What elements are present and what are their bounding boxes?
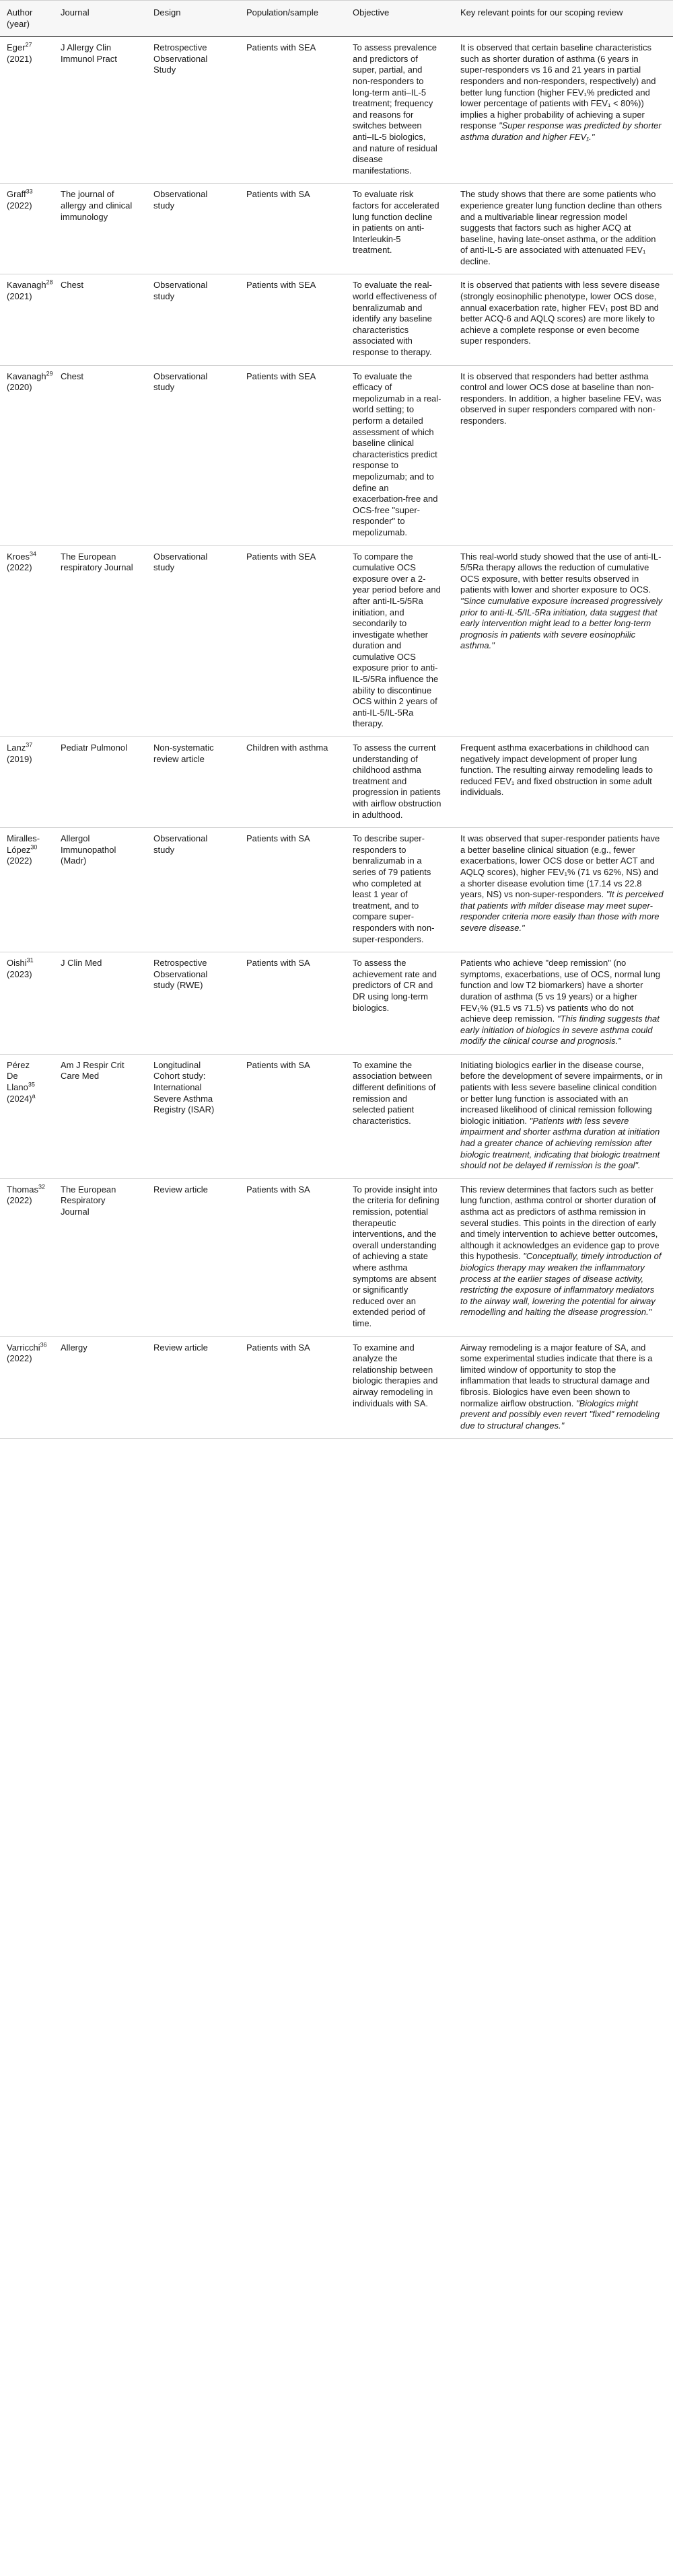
population-cell: Children with asthma bbox=[237, 737, 343, 828]
author-name: Lanz bbox=[7, 743, 26, 753]
points-text: It is observed that responders had better asthma control and lower OCS dose at baseline than non-responders. In addition, a higher baseline FEV₁ was observed in super responders compared with non-responders. bbox=[460, 371, 662, 426]
author-year: (2022) bbox=[7, 1195, 32, 1206]
population-cell: Patients with SA bbox=[237, 828, 343, 952]
header-population: Population/sample bbox=[237, 1, 343, 37]
population-cell: Patients with SEA bbox=[237, 274, 343, 365]
author-name: Thomas bbox=[7, 1184, 38, 1195]
table-row bbox=[0, 37, 673, 184]
journal-cell: Chest bbox=[51, 274, 144, 365]
reference-number: 27 bbox=[25, 41, 32, 48]
points-cell bbox=[451, 274, 673, 365]
table-body bbox=[0, 37, 673, 1439]
points-cell bbox=[451, 365, 673, 545]
reference-number: 31 bbox=[26, 956, 34, 964]
reference-number: 33 bbox=[26, 188, 33, 195]
objective-cell: To provide insight into the criteria for defining remission, potential therapeutic interventions, and the overall understanding of achieving a state where asthma symptoms are absent or significantly reduced over an extended period of time. bbox=[343, 1178, 451, 1336]
objective-cell: To assess the achievement rate and predictors of CR and DR using long-term biologics. bbox=[343, 952, 451, 1055]
author-cell bbox=[0, 545, 51, 737]
header-objective: Objective bbox=[343, 1, 451, 37]
journal-cell: Pediatr Pulmonol bbox=[51, 737, 144, 828]
author-cell bbox=[0, 37, 51, 184]
header-design: Design bbox=[144, 1, 237, 37]
reference-number: 34 bbox=[29, 550, 36, 558]
table-row bbox=[0, 184, 673, 274]
points-quote: "Biologics might prevent and possibly even revert "fixed" remodeling due to structural changes." bbox=[460, 1398, 660, 1431]
points-quote: "It is perceived that patients with milder disease may meet super-responder criteria more easily than those with more severe disease." bbox=[460, 889, 664, 933]
objective-cell: To assess the current understanding of childhood asthma treatment and progression in patients with airflow obstruction in adulthood. bbox=[343, 737, 451, 828]
reference-number: 30 bbox=[30, 843, 38, 851]
points-cell bbox=[451, 828, 673, 952]
reference-number: 29 bbox=[46, 370, 53, 377]
header-author: Author (year) bbox=[0, 1, 51, 37]
points-text: This review determines that factors such as better lung function, asthma control or shorter duration of asthma act as predictors of asthma remission in several studies. This points in the direction of early and timely intervention to achieve better outcomes, although it acknowledges an evidence gap to prove this hypothesis. bbox=[460, 1184, 660, 1262]
population-cell: Patients with SEA bbox=[237, 365, 343, 545]
points-cell bbox=[451, 37, 673, 184]
design-cell: Observational study bbox=[144, 365, 237, 545]
table-row bbox=[0, 545, 673, 737]
points-quote: "Conceptually, timely introduction of biologics therapy may weaken the inflammatory process at the earlier stages of disease activity, restricting the exposure of inflammatory mediators to the airway wall, lowering the potential for airway remodelling and halting the disease progression." bbox=[460, 1251, 662, 1318]
population-cell: Patients with SA bbox=[237, 1178, 343, 1336]
author-name: Graff bbox=[7, 189, 26, 200]
author-cell bbox=[0, 737, 51, 828]
points-text: Patients who achieve "deep remission" (no symptoms, exacerbations, use of OCS, normal lung function and low T2 biomarkers) have a shorter duration of asthma (5 vs 19 years) or a higher FEV₁% (91.5 vs 71.5) vs patients who do not achieve deep remission. bbox=[460, 958, 660, 1024]
points-text: The study shows that there are some patients who experience greater lung function decline than others and a multivariable linear regression model suggests that factors such as higher ACQ at baseline, having late-onset asthma, or the addition of anti-IL-5 are associated with attenuated FEV₁ decline. bbox=[460, 189, 662, 266]
author-cell bbox=[0, 1178, 51, 1336]
author-year: (2022) bbox=[7, 562, 32, 573]
reference-number: 32 bbox=[38, 1183, 45, 1190]
author-name: Kroes bbox=[7, 551, 30, 562]
design-cell: Retrospective Observational Study bbox=[144, 37, 237, 184]
reference-number: 36 bbox=[40, 1341, 47, 1349]
points-text: Airway remodeling is a major feature of SA, and some experimental studies indicate that there is a limited window of opportunity to stop the inflammation that leads to structural damage and fibrosis. Biologics have even been shown to normalize airflow obstruction. bbox=[460, 1342, 653, 1408]
author-name: Pérez De Llano bbox=[7, 1059, 30, 1093]
table-row bbox=[0, 1336, 673, 1439]
journal-cell: The European Respiratory Journal bbox=[51, 1178, 144, 1336]
journal-cell: Allergol Immunopathol (Madr) bbox=[51, 828, 144, 952]
author-name: Kavanagh bbox=[7, 371, 46, 381]
table-row bbox=[0, 1054, 673, 1178]
header-points: Key relevant points for our scoping review bbox=[451, 1, 673, 37]
design-cell: Review article bbox=[144, 1336, 237, 1439]
objective-cell: To examine the association between different definitions of remission and selected patient characteristics. bbox=[343, 1054, 451, 1178]
author-year: (2022) bbox=[7, 200, 32, 211]
author-cell bbox=[0, 1054, 51, 1178]
author-year: (2023) bbox=[7, 969, 32, 979]
author-cell bbox=[0, 1336, 51, 1439]
journal-cell: Allergy bbox=[51, 1336, 144, 1439]
author-name: Kavanagh bbox=[7, 280, 46, 291]
points-cell bbox=[451, 1054, 673, 1178]
points-quote: "This finding suggests that early initiation of biologics in severe asthma could modify the clinical course and prognosis." bbox=[460, 1014, 660, 1047]
design-cell: Observational study bbox=[144, 274, 237, 365]
author-name: Miralles-López bbox=[7, 833, 40, 855]
author-cell bbox=[0, 828, 51, 952]
table-row bbox=[0, 828, 673, 952]
design-cell: Observational study bbox=[144, 184, 237, 274]
objective-cell: To evaluate risk factors for accelerated lung function decline in patients on anti-Interleukin-5 treatment. bbox=[343, 184, 451, 274]
points-quote: "Super response was predicted by shorter asthma duration and higher FEV₁." bbox=[460, 120, 662, 142]
author-year: (2019) bbox=[7, 753, 32, 764]
footnote-mark: a bbox=[32, 1092, 36, 1100]
author-cell bbox=[0, 274, 51, 365]
table-row bbox=[0, 365, 673, 545]
points-text: It was observed that super-responder patients have a better baseline clinical situation (e.g., fewer exacerbations, lower OCS dose or better ACT and AQLQ scores), higher FEV₁% (71 vs 62%, NS) and a shorter disease evolution time (17.14 vs 22.8 years, NS) vs non-super-responders. bbox=[460, 833, 660, 900]
objective-cell: To evaluate the efficacy of mepolizumab in a real-world setting; to perform a detailed assessment of which baseline clinical characteristics predict response to mepolizumab; and to define an exacerbation-free and OCS-free "super-responder" to mepolizumab. bbox=[343, 365, 451, 545]
points-cell bbox=[451, 952, 673, 1055]
objective-cell: To compare the cumulative OCS exposure over a 2-year period before and after anti-IL-5/5Ra initiation, and secondarily to investigate whether duration and cumulative OCS exposure prior to anti-IL-5/5Ra influence the ability to discontinue OCS within 2 years of anti-IL-5/IL-5Ra therapy. bbox=[343, 545, 451, 737]
points-quote: "Patients with less severe impairment and shorter asthma duration at initiation had a greater chance of achieving remission after biologic treatment, indicating that biologic treatment should not be delayed if remission is the goal". bbox=[460, 1115, 660, 1171]
population-cell: Patients with SA bbox=[237, 1336, 343, 1439]
reference-number: 35 bbox=[28, 1081, 35, 1088]
population-cell: Patients with SEA bbox=[237, 37, 343, 184]
points-text: This real-world study showed that the use of anti-IL-5/5Ra therapy allows the reduction of cumulative OCS exposure, with better results observed in patients with lower and shorter exposure to OCS. bbox=[460, 551, 662, 595]
header-journal: Journal bbox=[51, 1, 144, 37]
points-cell bbox=[451, 184, 673, 274]
author-year: (2020) bbox=[7, 382, 32, 393]
author-name: Eger bbox=[7, 42, 26, 53]
population-cell: Patients with SA bbox=[237, 1054, 343, 1178]
points-cell bbox=[451, 737, 673, 828]
table-row bbox=[0, 1178, 673, 1336]
population-cell: Patients with SA bbox=[237, 952, 343, 1055]
points-text: Frequent asthma exacerbations in childhood can negatively impact development of proper lung function. The resulting airway remodeling leads to reduced FEV₁ and fixed obstruction in some adult individuals. bbox=[460, 743, 653, 798]
design-cell: Non-systematic review article bbox=[144, 737, 237, 828]
author-year: (2024) bbox=[7, 1093, 32, 1104]
design-cell: Observational study bbox=[144, 545, 237, 737]
design-cell: Retrospective Observational study (RWE) bbox=[144, 952, 237, 1055]
points-cell bbox=[451, 1178, 673, 1336]
table-row bbox=[0, 737, 673, 828]
objective-cell: To examine and analyze the relationship between biologic therapies and airway remodeling in individuals with SA. bbox=[343, 1336, 451, 1439]
header-row bbox=[0, 1, 673, 37]
author-cell bbox=[0, 184, 51, 274]
design-cell: Longitudinal Cohort study: International Severe Asthma Registry (ISAR) bbox=[144, 1054, 237, 1178]
journal-cell: Am J Respir Crit Care Med bbox=[51, 1054, 144, 1178]
design-cell: Review article bbox=[144, 1178, 237, 1336]
population-cell: Patients with SEA bbox=[237, 545, 343, 737]
table-row bbox=[0, 952, 673, 1055]
journal-cell: J Clin Med bbox=[51, 952, 144, 1055]
design-cell: Observational study bbox=[144, 828, 237, 952]
table-row bbox=[0, 274, 673, 365]
objective-cell: To evaluate the real-world effectiveness of benralizumab and identify any baseline characteristics associated with response to therapy. bbox=[343, 274, 451, 365]
points-quote: "Since cumulative exposure increased progressively prior to anti-IL-5/IL-5Ra initiation, data suggest that early intervention might lead to a better long-term prognosis in patients with severe eosinophilic asthma." bbox=[460, 595, 663, 651]
author-name: Varricchi bbox=[7, 1342, 40, 1353]
journal-cell: J Allergy Clin Immunol Pract bbox=[51, 37, 144, 184]
author-cell bbox=[0, 952, 51, 1055]
points-cell bbox=[451, 545, 673, 737]
reference-number: 37 bbox=[26, 741, 33, 749]
objective-cell: To describe super-responders to benralizumab in a series of 79 patients who completed at least 1 year of treatment, and to compare super-responders with non-super-responders. bbox=[343, 828, 451, 952]
journal-cell: Chest bbox=[51, 365, 144, 545]
author-year: (2022) bbox=[7, 1353, 32, 1364]
reference-number: 28 bbox=[46, 279, 53, 287]
journal-cell: The journal of allergy and clinical immunology bbox=[51, 184, 144, 274]
author-year: (2021) bbox=[7, 53, 32, 64]
population-cell: Patients with SA bbox=[237, 184, 343, 274]
journal-cell: The European respiratory Journal bbox=[51, 545, 144, 737]
author-name: Oishi bbox=[7, 958, 27, 969]
author-cell bbox=[0, 365, 51, 545]
points-text: It is observed that patients with less severe disease (strongly eosinophilic phenotype, lower OCS dose, annual exacerbation rate, higher FEV₁ post BD and better ACQ-6 and AQLQ scores) are more likely to achieve a complete response or even become super responders. bbox=[460, 280, 660, 346]
objective-cell: To assess prevalence and predictors of super, partial, and non-responders to long-term anti–IL-5 treatment; frequency and reasons for switches between anti–IL-5 biologics, and nature of residual disease manifestations. bbox=[343, 37, 451, 184]
points-cell bbox=[451, 1336, 673, 1439]
points-text: Initiating biologics earlier in the disease course, before the development of severe impairments, or in patients with less severe baseline clinical condition or better lung function is associated with an increased likelihood of clinical remission following biologic initiation. bbox=[460, 1059, 663, 1126]
points-text: It is observed that certain baseline characteristics such as shorter duration of asthma (6 years in super-responders vs 16 and 21 years in partial responders and non-responders, respectively) and better lung function (higher FEV₁% predicted and lower percentage of patients with FEV₁ < 80%)) implies a higher probability of achieving a super response bbox=[460, 42, 656, 131]
author-year: (2021) bbox=[7, 291, 32, 302]
author-year: (2022) bbox=[7, 856, 32, 866]
